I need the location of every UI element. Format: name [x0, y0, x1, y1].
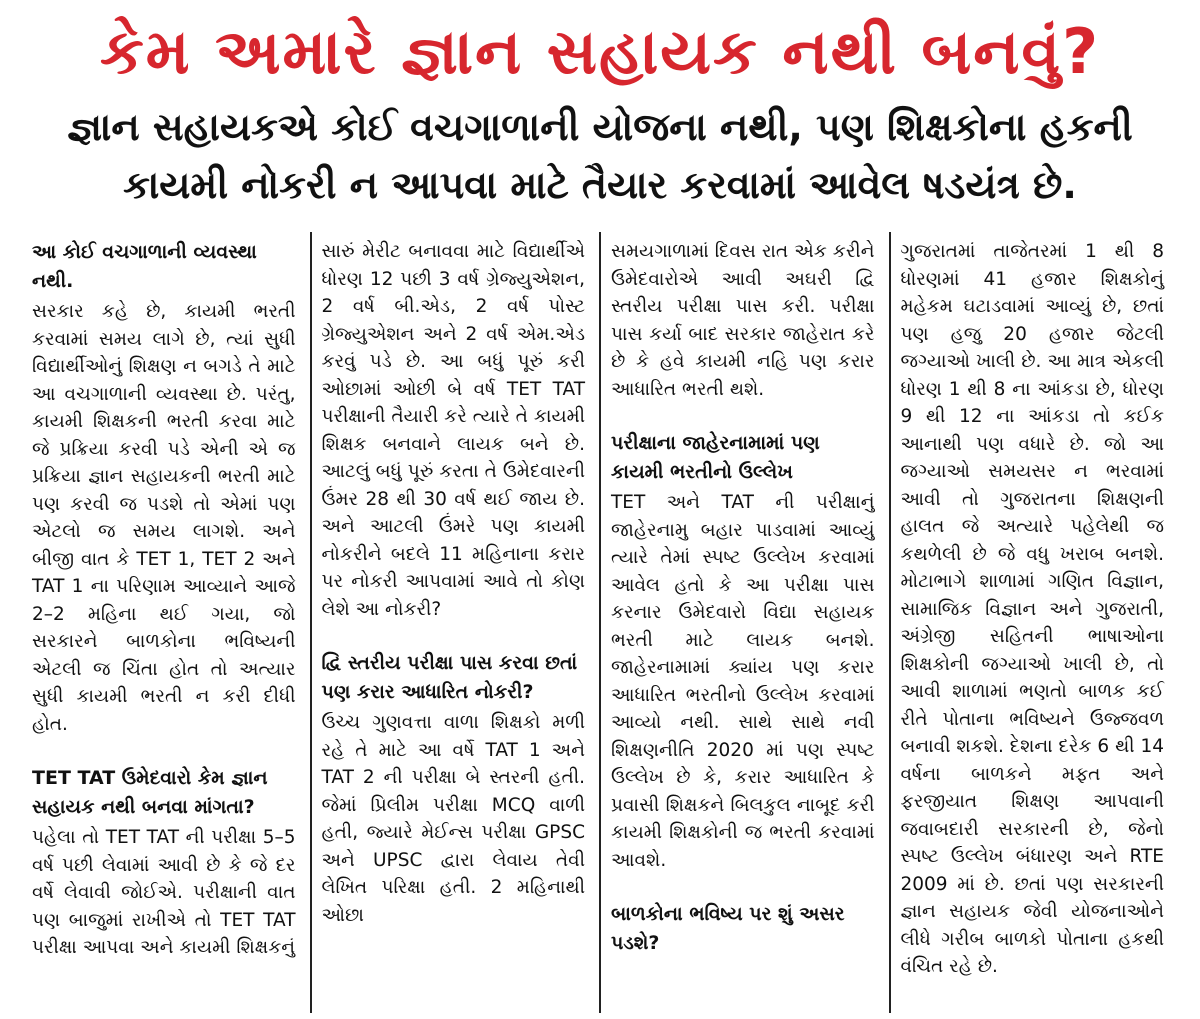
section-body: ગુજરાતમાં તાજેતરમાં 1 થી 8 ધોરણમાં 41 હજાર શિક્ષકોનું મહેકમ ઘટાડવામાં આવ્યું છે, છતાં પણ હજુ 20 હજાર જેટલી જગ્યાઓ ખાલી છે. આ માત્ર એકલી ધોરણ 1 થી 8 ના આંકડા છે, ધોરણ 9 થી 12 ના આંકડા તો કઈક આનાથી પણ વધારે છે. જો આ જગ્યાઓ સમયસર ન ભરવામાં આવી તો ગુજરાતના શિક્ષણની હાલત જે અત્યારે પહેલેથી જ કથળેલી છે જે વધુ ખરાબ બનશે. મોટાભાગે શાળામાં ગણિત વિજ્ઞાન, સામાજિક વિજ્ઞાન અને ગુજરાતી, અંગ્રેજી સહિતની ભાષાઓના શિક્ષકોની જગ્યાઓ ખાલી છે, તો આવી શાળામાં ભણતો બાળક કઈ રીતે પોતાના ભવિષ્યને ઉજ્જવળ બનાવી શકશે. દેશના દરેક 6 થી 14 વર્ષના બાળકને મફત અને ફરજીયાત શિક્ષણ આપવાની જવાબદારી સરકારની છે, જેનો સ્પષ્ટ ઉલ્લેખ બંધારણ અને RTE 2009 માં છે. છતાં પણ સરકારની જ્ઞાન સહાયક જેવી યોજનાઓને લીધે ગરીબ બાળકો પોતાના હકથી વંચિત રહે છે.: [900, 241, 1164, 977]
section-body: સારું મેરીટ બનાવવા માટે વિદ્યાર્થીએ ધોરણ 12 પછી 3 વર્ષ ગ્રેજ્યુએશન, 2 વર્ષ બી.એડ, 2 વર્ષ પોસ્ટ ગ્રેજ્યુએશન અને 2 વર્ષ એમ.એડ કરવું પડે છે. આ બધું પૂરું કરી ઓછામાં ઓછી બે વર્ષ TET TAT પરીક્ષાની તૈયારી કરે ત્યારે તે કાયમી શિક્ષક બનવાને લાયક બને છે. આટલું બધું પૂરું કરતા તે ઉમેદવારની ઉંમર 28 થી 30 વર્ષ થઈ જાય છે. અને આટલી ઉંમરે પણ કાયમી નોકરીને બદલે 11 મહિનાના કરાર પર નોકરી આપવામાં આવે તો કોણ લેશે આ નોકરી?: [321, 241, 585, 620]
subheadline-line-2: કાયમી નોકરી ન આપવા માટે તૈયાર કરવામાં આવેલ ષડયંત્ર છે.: [123, 163, 1077, 207]
section-body: ઉચ્ચ ગુણવત્તા વાળા શિક્ષકો મળી રહે તે માટે આ વર્ષે TAT 1 અને TAT 2 ની પરીક્ષા બે સ્તરની હતી. જેમાં પ્રિલીમ પરીક્ષા MCQ વાળી હતી, જ્યારે મેઈન્સ પરીક્ષા GPSC અને UPSC દ્વારા લેવાય તેવી લેખિત પરિક્ષા હતી. 2 મહિનાથી ઓછા: [321, 712, 585, 926]
section-temporary-arrangement: [32, 238, 296, 738]
section-notification-mention: [611, 429, 875, 874]
column-3: [601, 232, 891, 1013]
section-heading: પરીક્ષાના જાહેરનામામાં પણ કાયમી ભરતીનો ઉલ્લેખ: [611, 432, 820, 483]
headline: કેમ અમારે જ્ઞાન સહાયક નથી બનવું?: [99, 15, 1101, 88]
column-2: [312, 232, 602, 1013]
column-4: [891, 232, 1179, 1013]
section-vacancies: [901, 238, 1165, 981]
section-why-not-gyan-sahayak: [32, 764, 296, 962]
section-merit-continued: [322, 238, 586, 623]
column-1: [22, 232, 312, 1013]
section-heading: દ્વિ સ્તરીય પરીક્ષા પાસ કરવા છતાં પણ કરાર આધારિત નોકરી?: [321, 652, 578, 703]
section-heading: બાળકોના ભવિષ્ય પર શું અસર પડશે?: [611, 903, 845, 954]
section-body: પહેલા તો TET TAT ની પરીક્ષા 5–5 વર્ષ પછી લેવામાં આવી છે કે જે દર વર્ષે લેવાવી જોઈએ. પરીક્ષાની વાત પણ બાજુમાં રાખીએ તો TET TAT પરીક્ષા આપવા અને કાયમી શિક્ષકનું: [32, 827, 296, 958]
section-heading: આ કોઈ વચગાળાની વ્યવસ્થા નથી.: [32, 241, 257, 292]
subheadline-line-1: જ્ઞાન સહાયકએ કોઈ વચગાળાની યોજના નથી, પણ શિક્ષકોના હકની: [67, 105, 1133, 149]
subheadline: [22, 98, 1178, 214]
section-two-tier-exam: [322, 649, 586, 929]
section-body: સમયગાળામાં દિવસ રાત એક કરીને ઉમેદવારોએ આવી અઘરી દ્વિ સ્તરીય પરીક્ષા પાસ કરી. પરીક્ષા પાસ કર્યા બાદ સરકાર જાહેરાત કરે છે કે હવે કાયમી નહિ પણ કરાર આધારિત ભરતી થશે.: [611, 241, 875, 400]
section-heading: TET TAT ઉમેદવારો કેમ જ્ઞાન સહાયક નથી બનવા માંગતા?: [32, 767, 268, 818]
article-columns: [22, 232, 1178, 1013]
section-body: સરકાર કહે છે, કાયમી ભરતી કરવામાં સમય લાગે છે, ત્યાં સુધી વિદ્યાર્થીઓનું શિક્ષણ ન બગડે તે માટે આ વચગાળાની વ્યવસ્થા છે. પરંતુ, કાયમી શિક્ષકની ભરતી કરવા માટે જે પ્રક્રિયા કરવી પડે એની એ જ પ્રક્રિયા જ્ઞાન સહાયકની ભરતી માટે પણ કરવી જ પડશે તો એમાં પણ એટલો જ સમય લાગશે. અને બીજી વાત કે TET 1, TET 2 અને TAT 1 ના પરિણામ આવ્યાને આજે 2–2 મહિના થઈ ગયા, જો સરકારને બાળકોના ભવિષ્યની એટલી જ ચિંતા હોત તો અત્યાર સુધી કાયમી ભરતી ન કરી દીધી હોત.: [32, 301, 296, 735]
section-effect-on-children: [611, 900, 875, 958]
section-exam-continued: [611, 238, 875, 403]
section-body: TET અને TAT ની પરીક્ષાનું જાહેરનામુ બહાર પાડવામાં આવ્યું ત્યારે તેમાં સ્પષ્ટ ઉલ્લેખ કરવામાં આવેલ હતો કે આ પરીક્ષા પાસ કરનાર ઉમેદવારો વિદ્યા સહાયક ભરતી માટે લાયક બનશે. જાહેરનામામાં ક્યાંય પણ કરાર આધારિત ભરતીનો ઉલ્લેખ કરવામાં આવ્યો નથી. સાથે સાથે નવી શિક્ષણનીતિ 2020 માં પણ સ્પષ્ટ ઉલ્લેખ છે કે, કરાર આધારિત કે પ્રવાસી શિક્ષકને બિલકુલ નાબૂદ કરી કાયમી શિક્ષકોની જ ભરતી કરવામાં આવશે.: [611, 492, 875, 871]
